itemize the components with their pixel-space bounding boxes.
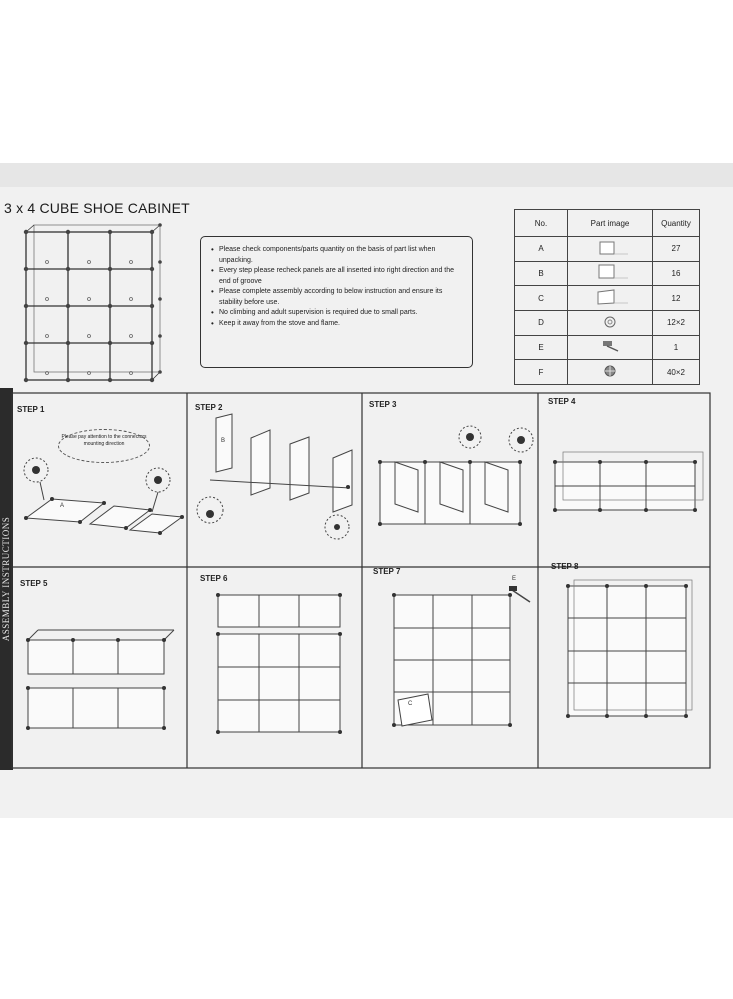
part-quantity: 12×2 <box>653 310 700 335</box>
step4-drawing <box>555 452 703 510</box>
header-quantity: Quantity <box>653 210 700 237</box>
part-quantity: 16 <box>653 261 700 286</box>
part-no: F <box>515 360 568 385</box>
part-no: B <box>515 261 568 286</box>
step2-drawing <box>197 414 352 539</box>
part-no: A <box>515 237 568 262</box>
step-4-label: STEP 4 <box>548 397 576 406</box>
step7-drawing <box>394 590 530 726</box>
part-label-c: C <box>408 701 413 707</box>
part-quantity: 12 <box>653 286 700 311</box>
step-2-label: STEP 2 <box>195 403 223 412</box>
note-item: • No climbing and adult supervision is required due to small parts. <box>219 308 464 319</box>
step-7-label: STEP 7 <box>373 567 401 576</box>
part-label-b: B <box>221 438 226 444</box>
note-item: • Keep it away from the stove and flame. <box>219 319 464 330</box>
page-title: 3 x 4 CUBE SHOE CABINET <box>4 200 190 216</box>
step5-drawing <box>28 630 174 728</box>
step-3-label: STEP 3 <box>369 400 397 409</box>
header-part-image: Part image <box>568 210 653 237</box>
part-no: C <box>515 286 568 311</box>
part-label-e: E <box>512 576 517 582</box>
step-6-label: STEP 6 <box>200 574 228 583</box>
part-label-a: A <box>60 503 65 509</box>
step8-drawing <box>568 580 692 716</box>
note-item: • Every step please recheck panels are all inserted into right direction and the end of groove <box>219 266 464 287</box>
step6-drawing <box>218 595 340 732</box>
part-quantity: 1 <box>653 335 700 360</box>
header-no: No. <box>515 210 568 237</box>
side-label: ASSEMBLY INSTRUCTIONS <box>1 516 11 642</box>
part-no: E <box>515 335 568 360</box>
note-item: • Please complete assembly according to below instruction and ensure its stability before use. <box>219 287 464 308</box>
part-quantity: 27 <box>653 237 700 262</box>
part-quantity: 40×2 <box>653 360 700 385</box>
step1-callout: Please pay attention to the connectors mounting direction <box>58 429 150 463</box>
note-item: • Please check components/parts quantity on the basis of part list when unpacking. <box>219 245 464 266</box>
part-no: D <box>515 310 568 335</box>
step-8-label: STEP 8 <box>551 562 579 571</box>
step3-drawing <box>380 426 533 524</box>
step1-drawing <box>24 458 182 533</box>
step-5-label: STEP 5 <box>20 579 48 588</box>
step-1-label: STEP 1 <box>17 405 45 414</box>
